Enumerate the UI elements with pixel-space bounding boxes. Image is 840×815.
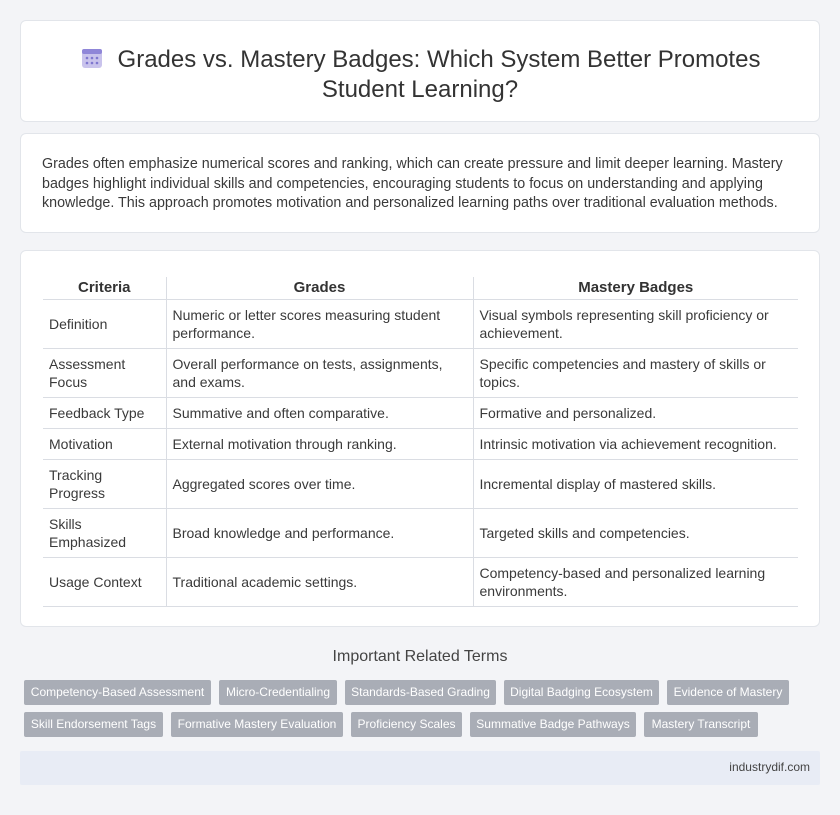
title-line-1: Grades vs. Mastery Badges: Which System Better Promotes [117,46,761,73]
comparison-table-card [20,250,820,627]
tag-standards-based-grading[interactable]: Standards-Based Grading [345,680,496,705]
badges-cell: Specific competencies and mastery of skills or topics. [473,348,798,397]
badges-cell: Formative and personalized. [473,397,798,428]
grades-cell: Numeric or letter scores measuring student performance. [166,299,473,348]
table-header-row [43,277,798,299]
tag-digital-badging-ecosystem[interactable]: Digital Badging Ecosystem [504,680,659,705]
badges-cell: Visual symbols representing skill proficiency or achievement. [473,299,798,348]
intro-text: Grades often emphasize numerical scores and ranking, which can create pressure and limit deeper learning. Mastery badges highlight individual skills and competencies, encouraging students to focus on understanding and applying knowledge. This approach promotes motivation and personalized learning paths over traditional evaluation methods. [42,156,783,211]
criteria-cell: Assessment Focus [43,348,166,397]
table-row [43,397,798,428]
intro-card [20,133,820,233]
grades-cell: Traditional academic settings. [166,557,473,606]
header-grades: Grades [166,277,473,299]
badges-cell: Intrinsic motivation via achievement recognition. [473,428,798,459]
title-line-2: Student Learning? [321,76,519,103]
badges-cell: Competency-based and personalized learning environments. [473,557,798,606]
title-card [20,20,820,122]
tag-formative-mastery-evaluation[interactable]: Formative Mastery Evaluation [171,712,343,737]
table-row [43,299,798,348]
tag-summative-badge-pathways[interactable]: Summative Badge Pathways [470,712,636,737]
grades-cell: Summative and often comparative. [166,397,473,428]
header-mastery-badges: Mastery Badges [473,277,798,299]
tag-skill-endorsement-tags[interactable]: Skill Endorsement Tags [24,712,163,737]
tag-competency-based-assessment[interactable]: Competency-Based Assessment [24,680,211,705]
table-row [43,428,798,459]
tag-micro-credentialing[interactable]: Micro-Credentialing [219,680,337,705]
criteria-cell: Feedback Type [43,397,166,428]
related-terms-title: Important Related Terms [332,648,508,665]
criteria-cell: Tracking Progress [43,459,166,508]
table-row [43,508,798,557]
comparison-table [43,277,798,607]
footer [20,751,820,785]
table-row [43,459,798,508]
tag-mastery-transcript[interactable]: Mastery Transcript [644,712,758,737]
criteria-cell: Usage Context [43,557,166,606]
calendar-icon [80,46,104,70]
grades-cell: External motivation through ranking. [166,428,473,459]
tag-proficiency-scales[interactable]: Proficiency Scales [351,712,462,737]
criteria-cell: Skills Emphasized [43,508,166,557]
badges-cell: Targeted skills and competencies. [473,508,798,557]
badges-cell: Incremental display of mastered skills. [473,459,798,508]
criteria-cell: Motivation [43,428,166,459]
header-criteria: Criteria [43,277,166,299]
table-row [43,557,798,606]
grades-cell: Overall performance on tests, assignments, and exams. [166,348,473,397]
criteria-cell: Definition [43,299,166,348]
table-row [43,348,798,397]
tag-evidence-of-mastery[interactable]: Evidence of Mastery [667,680,789,705]
grades-cell: Aggregated scores over time. [166,459,473,508]
page-title [21,45,819,105]
footer-site-link[interactable]: industrydif.com [729,760,810,774]
grades-cell: Broad knowledge and performance. [166,508,473,557]
